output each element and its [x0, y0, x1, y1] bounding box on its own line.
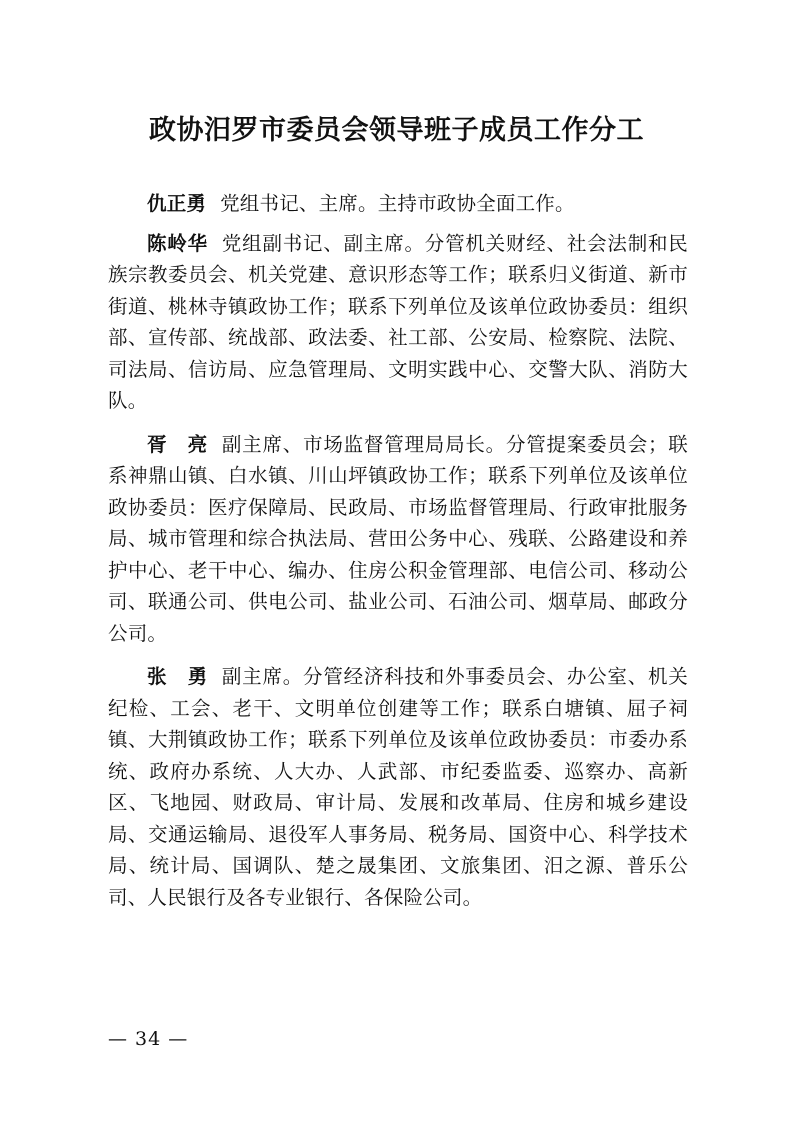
member-paragraph	[108, 188, 688, 220]
member-duties: 党组副书记、副主席。分管机关财经、社会法制和民族宗教委员会、机关党建、意识形态等工作；联系归义街道、新市街道、桃林寺镇政协工作；联系下列单位及该单位政协委员：组织部、宣传部、统战部、政法委、社工部、公安局、检察院、法院、司法局、信访局、应急管理局、文明实践中心、交警大队、消防大队。	[108, 231, 688, 412]
document-body	[108, 188, 688, 913]
member-duties: 党组书记、主席。主持市政协全面工作。	[220, 192, 575, 215]
member-name: 张 勇	[147, 665, 208, 688]
member-name: 胥 亮	[147, 432, 208, 456]
document-title: 政协汨罗市委员会领导班子成员工作分工	[149, 115, 644, 146]
member-paragraph	[108, 661, 688, 913]
member-duties: 副主席。分管经济科技和外事委员会、办公室、机关纪检、工会、老干、文明单位创建等工作；联系白塘镇、屈子祠镇、大荆镇政协工作；联系下列单位及该单位政协委员：市委办系统、政府办系统、人大办、人武部、市纪委监委、巡察办、高新区、飞地园、财政局、审计局、发展和改革局、住房和城乡建设局、交通运输局、退役军人事务局、税务局、国资中心、科学技术局、统计局、国调队、楚之晟集团、文旅集团、汨之源、普乐公司、人民银行及各专业银行、各保险公司。	[108, 665, 688, 909]
member-duties: 副主席、市场监督管理局局长。分管提案委员会；联系神鼎山镇、白水镇、川山坪镇政协工作；联系下列单位及该单位政协委员：医疗保障局、民政局、市场监督管理局、行政审批服务局、城市管理和综合执法局、营田公务中心、残联、公路建设和养护中心、老干中心、编办、住房公积金管理部、电信公司、移动公司、联通公司、供电公司、盐业公司、石油公司、烟草局、邮政分公司。	[108, 432, 688, 645]
member-paragraph	[108, 429, 688, 650]
member-paragraph	[108, 228, 688, 417]
member-name: 陈岭华	[147, 231, 208, 255]
member-name: 仇正勇	[147, 192, 207, 215]
page-number: — 34 —	[108, 1028, 189, 1050]
